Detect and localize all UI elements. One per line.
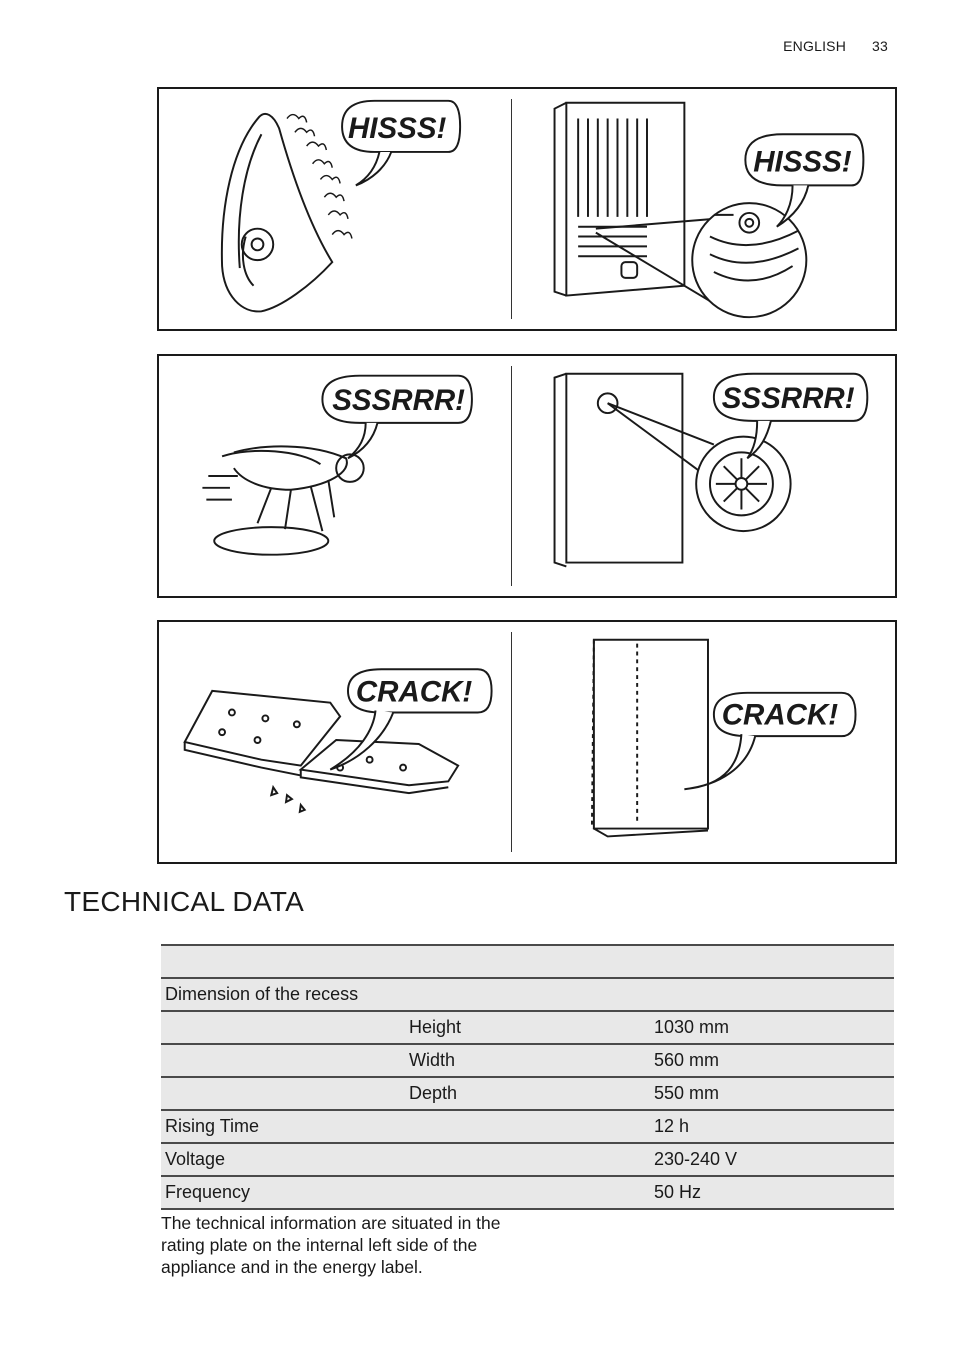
table-row <box>161 1011 894 1044</box>
header-page-number: 33 <box>872 38 888 54</box>
zoom-circle <box>596 203 806 317</box>
table-cell <box>650 978 894 1011</box>
table-cell: Height <box>405 1011 650 1044</box>
table-row <box>161 1077 894 1110</box>
table-cell <box>405 1176 650 1209</box>
table-row <box>161 1110 894 1143</box>
table-cell: Voltage <box>161 1143 405 1176</box>
table-row <box>161 1176 894 1209</box>
table-cell <box>161 1011 405 1044</box>
table-cell: Width <box>405 1044 650 1077</box>
table-cell <box>405 1110 650 1143</box>
table-cell <box>650 945 894 978</box>
table-cell: 12 h <box>650 1110 894 1143</box>
bubble-text-sssrrr-right: SSSRRR! <box>721 382 855 416</box>
table-cell: 50 Hz <box>650 1176 894 1209</box>
table-row <box>161 978 894 1011</box>
table-row <box>161 1143 894 1176</box>
table-cell <box>405 978 650 1011</box>
table-cell: Frequency <box>161 1176 405 1209</box>
fridge-back-icon <box>555 103 685 296</box>
table-row <box>161 945 894 978</box>
technical-data-table <box>161 944 894 1210</box>
bubble-text-sssrrr-left: SSSRRR! <box>332 384 466 418</box>
table-cell <box>161 945 405 978</box>
fridge-front-icon <box>555 374 683 567</box>
table-cell: 550 mm <box>650 1077 894 1110</box>
table-cell: 1030 mm <box>650 1011 894 1044</box>
illustration-panel-crack <box>157 620 897 864</box>
section-title: TECHNICAL DATA <box>64 886 305 917</box>
fly-icon <box>202 446 363 554</box>
table-cell: Depth <box>405 1077 650 1110</box>
technical-note: The technical information are situated in the rating plate on the internal left side of the appliance and in the energy label. <box>161 1213 501 1277</box>
sssrrr-illustration <box>159 356 895 596</box>
table-row <box>161 1044 894 1077</box>
bubble-text-hiss-right: HISSS! <box>753 145 852 179</box>
fridge-closed-icon <box>592 640 708 837</box>
table-cell: 560 mm <box>650 1044 894 1077</box>
table-cell <box>405 945 650 978</box>
table-cell: 230-240 V <box>650 1143 894 1176</box>
table-cell <box>405 1143 650 1176</box>
bubble-text-crack-left: CRACK! <box>355 675 473 709</box>
hiss-illustration <box>159 89 895 329</box>
table-cell <box>161 1077 405 1110</box>
table-cell: Rising Time <box>161 1110 405 1143</box>
illustration-panel-hiss <box>157 87 897 331</box>
table-cell: Dimension of the recess <box>161 978 405 1011</box>
bubble-text-hiss-left: HISSS! <box>347 112 447 146</box>
table-cell <box>161 1044 405 1077</box>
page-header <box>783 38 888 54</box>
bubble-text-crack-right: CRACK! <box>721 698 839 732</box>
header-language: ENGLISH <box>783 38 847 54</box>
illustration-panel-sssrrr <box>157 354 897 598</box>
crack-illustration <box>159 622 895 862</box>
